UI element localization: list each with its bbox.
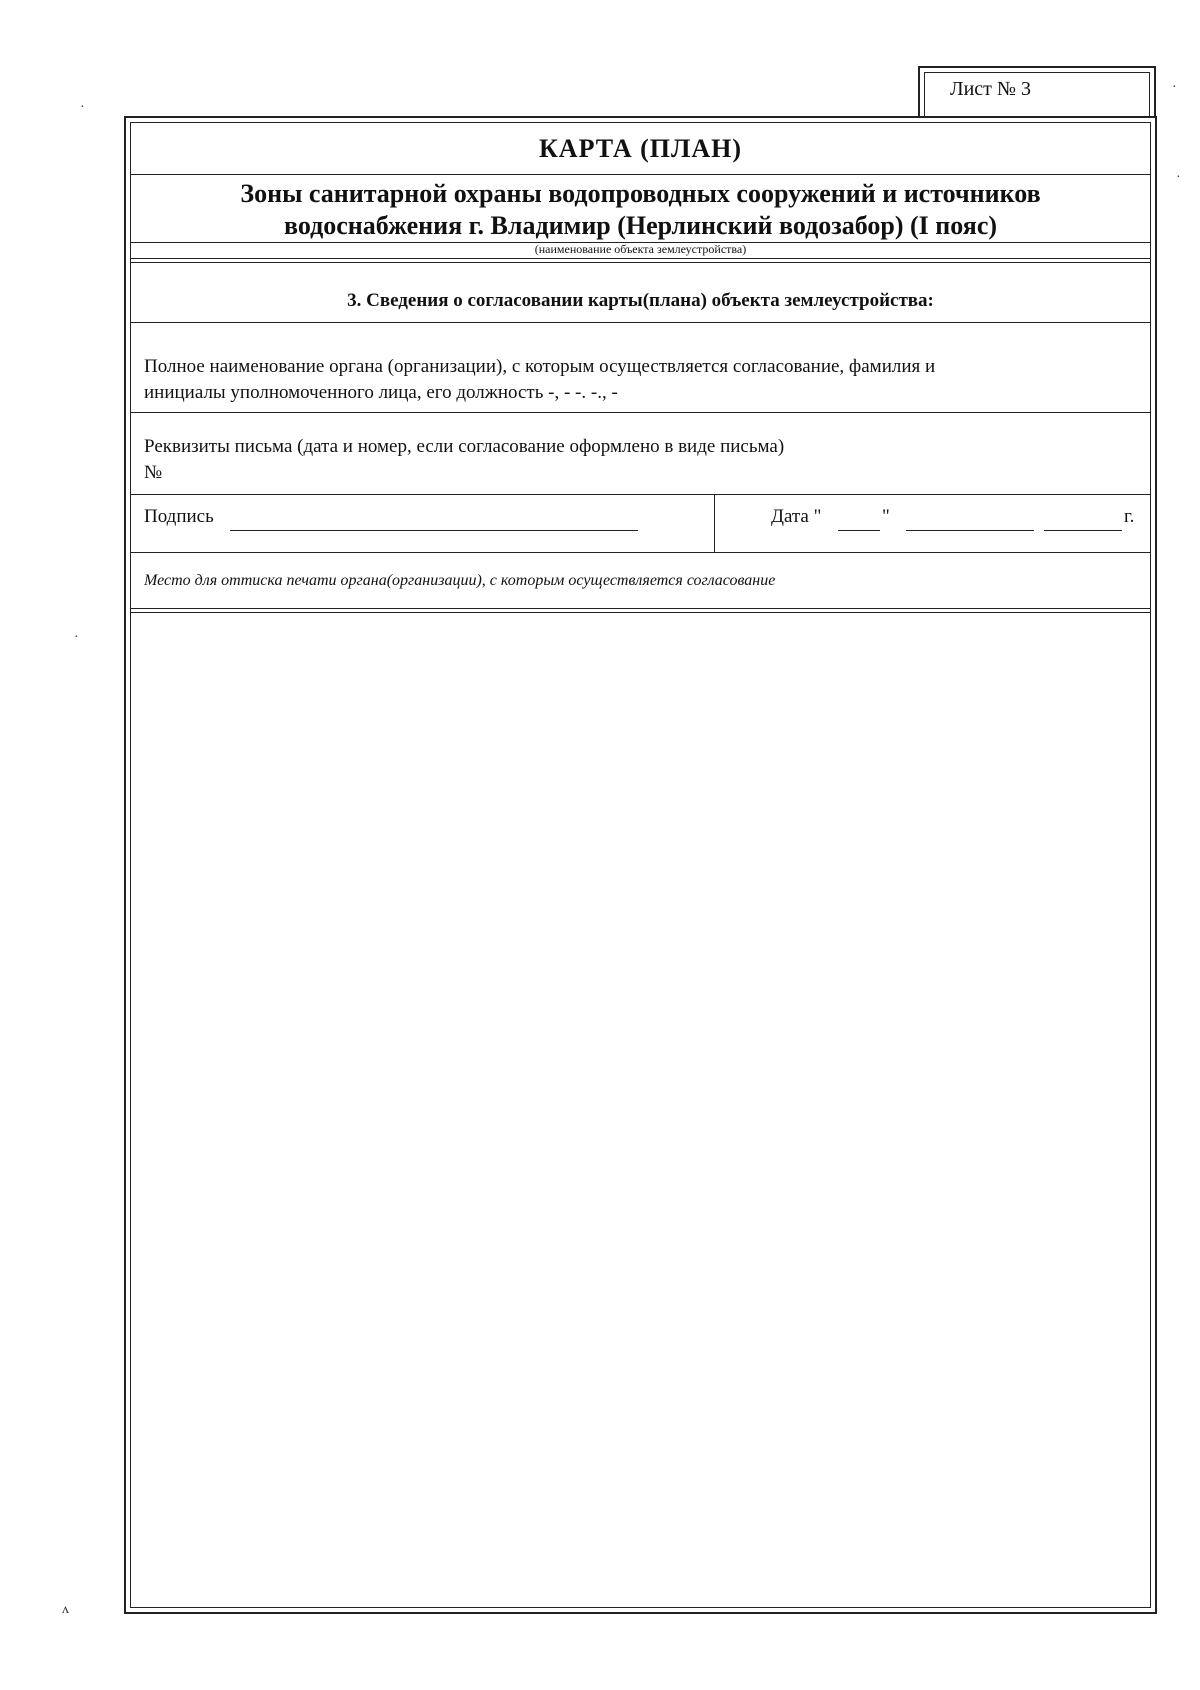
letter-text xyxy=(144,434,784,486)
signature-date-divider xyxy=(714,494,715,552)
letter-number-sign: № xyxy=(144,462,163,483)
divider-organ xyxy=(130,412,1151,413)
document-title: КАРТА (ПЛАН) xyxy=(538,134,743,163)
scan-mark: · xyxy=(80,100,85,115)
organ-text-line-1: Полное наименование органа (организации), с которым осуществляется согласование, фамилия и xyxy=(144,356,936,377)
date-month-line[interactable] xyxy=(906,530,1034,531)
document-frame xyxy=(124,116,1157,1614)
organ-text-line-2: инициалы уполномоченного лица, его должность -, - -. -., - xyxy=(144,382,618,403)
sheet-number-box xyxy=(918,66,1156,116)
map-area xyxy=(130,612,1151,1608)
date-year-line[interactable] xyxy=(1044,530,1122,531)
divider-letter xyxy=(130,494,1151,495)
divider-stamp xyxy=(130,608,1151,609)
scan-mark: ʌ xyxy=(62,1602,69,1617)
divider-caption-2 xyxy=(130,262,1151,263)
divider-caption xyxy=(130,258,1151,259)
object-name-line-1: Зоны санитарной охраны водопроводных сооружений и источников xyxy=(240,179,1041,208)
sheet-number-label: Лист № 3 xyxy=(950,78,1031,100)
date-year-suffix: г. xyxy=(1124,506,1135,527)
divider-signature xyxy=(130,552,1151,553)
date-label: Дата " xyxy=(771,506,822,527)
object-name-line-2: водоснабжения г. Владимир (Нерлинский водозабор) (I пояс) xyxy=(283,211,998,240)
stamp-note: Место для оттиска печати органа(организации), с которым осуществляется согласование xyxy=(144,572,776,589)
scan-mark: · xyxy=(1176,170,1181,185)
section-title: 3. Сведения о согласовании карты(плана) объекта землеустройства: xyxy=(347,290,934,311)
divider-title xyxy=(130,174,1151,175)
scan-mark: · xyxy=(1172,80,1177,95)
organ-text xyxy=(144,354,935,406)
scan-mark: · xyxy=(74,630,79,645)
date-day-line[interactable] xyxy=(838,530,880,531)
date-quote-close: " xyxy=(882,506,890,527)
divider-section xyxy=(130,322,1151,323)
letter-text-line-1: Реквизиты письма (дата и номер, если согласование оформлено в виде письма) xyxy=(144,436,785,457)
signature-label: Подпись xyxy=(144,506,214,527)
object-name xyxy=(130,178,1151,242)
object-caption: (наименование объекта землеустройства) xyxy=(534,242,747,256)
signature-line[interactable] xyxy=(230,530,638,531)
